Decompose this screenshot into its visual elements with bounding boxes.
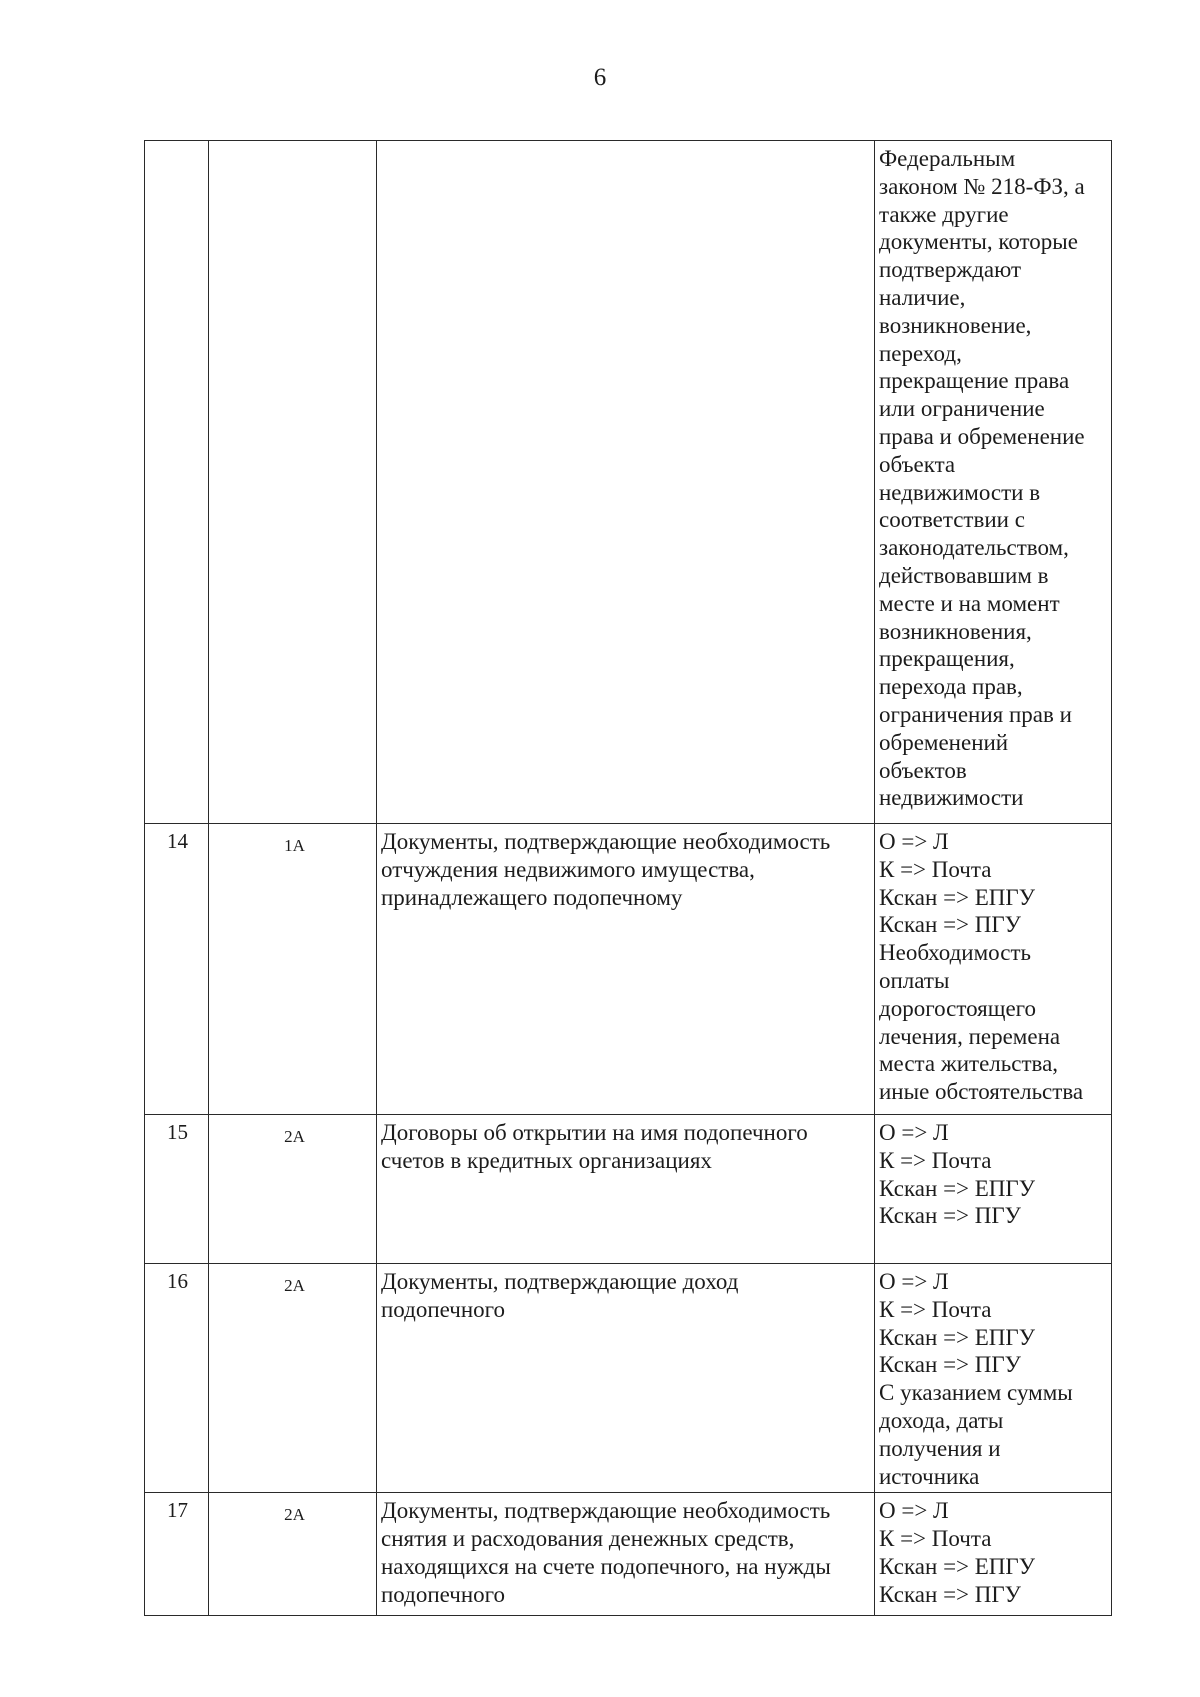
document-line: Документы, подтверждающие необходимость [381, 829, 831, 854]
row-document [377, 1493, 875, 1616]
note-line: иные обстоятельства [879, 1079, 1084, 1105]
note-line: переход, [879, 340, 962, 366]
row-document [377, 1264, 875, 1493]
row-number: 17 [145, 1493, 209, 1616]
note-line: или ограничение [879, 396, 1045, 422]
note-line: Кскан => ЕПГУ [879, 1553, 1036, 1579]
row-category: 2А [209, 1264, 377, 1493]
document-line: подопечного [381, 1296, 506, 1322]
note-line: прекращения, [879, 646, 1015, 672]
document-line: снятия и расходования денежных средств, [381, 1526, 795, 1552]
note-line: действовавшим в [879, 562, 1049, 588]
note-line: О => Л [879, 1498, 949, 1524]
note-line: Кскан => ПГУ [879, 1352, 1021, 1378]
note-line: Необходимость [879, 940, 1031, 966]
note-line: объектов [879, 757, 967, 783]
note-line: дорогостоящего [879, 995, 1037, 1021]
note-line: дохода, даты [879, 1407, 1004, 1433]
note-line: Кскан => ЕПГУ [879, 1324, 1036, 1350]
row-category: 2А [209, 1115, 377, 1264]
documents-table [144, 140, 1112, 1616]
row-number: 14 [145, 824, 209, 1115]
note-line: месте и на момент [879, 590, 1060, 616]
note-line: оплаты [879, 967, 950, 993]
note-line: К => Почта [879, 856, 992, 882]
note-line: Кскан => ПГУ [879, 912, 1021, 938]
note-line: документы, которые [879, 229, 1078, 255]
note-line: О => Л [879, 1269, 949, 1294]
row-number [145, 141, 209, 824]
note-line: К => Почта [879, 1526, 992, 1552]
note-line: Кскан => ПГУ [879, 1581, 1021, 1607]
note-line: соответствии с [879, 507, 1025, 533]
document-line: Документы, подтверждающие необходимость [381, 1498, 831, 1524]
note-line: подтверждают [879, 257, 1022, 283]
note-line: возникновение, [879, 312, 1032, 338]
document-line: находящихся на счете подопечного, на нужды [381, 1553, 831, 1579]
note-line: С указанием суммы [879, 1380, 1073, 1406]
note-line: права и обременение [879, 423, 1085, 449]
row-note [875, 1493, 1112, 1616]
note-line: ограничения прав и [879, 701, 1072, 727]
document-line: счетов в кредитных организациях [381, 1147, 712, 1173]
note-line: места жительства, [879, 1051, 1059, 1077]
table-row [145, 1264, 1112, 1493]
row-number: 15 [145, 1115, 209, 1264]
note-line: законом № 218-ФЗ, а [879, 173, 1085, 199]
row-document [377, 141, 875, 824]
document-line: Договоры об открытии на имя подопечного [381, 1120, 808, 1145]
note-line: К => Почта [879, 1296, 992, 1322]
row-number: 16 [145, 1264, 209, 1493]
row-note [875, 1115, 1112, 1264]
note-line: Федеральным [879, 146, 1016, 171]
note-line: О => Л [879, 1120, 949, 1145]
note-line: Кскан => ЕПГУ [879, 884, 1036, 910]
row-document [377, 1115, 875, 1264]
note-line: недвижимости [879, 785, 1024, 811]
table-row [145, 141, 1112, 824]
row-category: 1А [209, 824, 377, 1115]
table-row [145, 1115, 1112, 1264]
note-line: возникновения, [879, 618, 1032, 644]
table-row [145, 824, 1112, 1115]
note-line: Кскан => ПГУ [879, 1203, 1021, 1229]
note-line: законодательством, [879, 535, 1069, 561]
note-line: Кскан => ЕПГУ [879, 1175, 1036, 1201]
row-document [377, 824, 875, 1115]
note-line: К => Почта [879, 1147, 992, 1173]
page-number: 6 [593, 64, 607, 91]
note-line: О => Л [879, 829, 949, 854]
row-category: 2А [209, 1493, 377, 1616]
note-line: перехода прав, [879, 674, 1023, 700]
note-line: недвижимости в [879, 479, 1041, 505]
document-line: отчуждения недвижимого имущества, [381, 856, 755, 882]
row-category [209, 141, 377, 824]
document-line: Документы, подтверждающие доход [381, 1269, 739, 1294]
document-line: принадлежащего подопечному [381, 884, 683, 910]
note-line: лечения, перемена [879, 1023, 1061, 1049]
row-note [875, 824, 1112, 1115]
note-line: также другие [879, 201, 1009, 227]
row-note [875, 1264, 1112, 1493]
note-line: получения и [879, 1435, 1001, 1461]
note-line: источника [879, 1463, 980, 1489]
row-note [875, 141, 1112, 824]
table-row [145, 1493, 1112, 1616]
document-line: подопечного [381, 1581, 506, 1607]
note-line: обременений [879, 729, 1009, 755]
note-line: наличие, [879, 284, 966, 310]
note-line: прекращение права [879, 368, 1070, 394]
note-line: объекта [879, 451, 956, 477]
